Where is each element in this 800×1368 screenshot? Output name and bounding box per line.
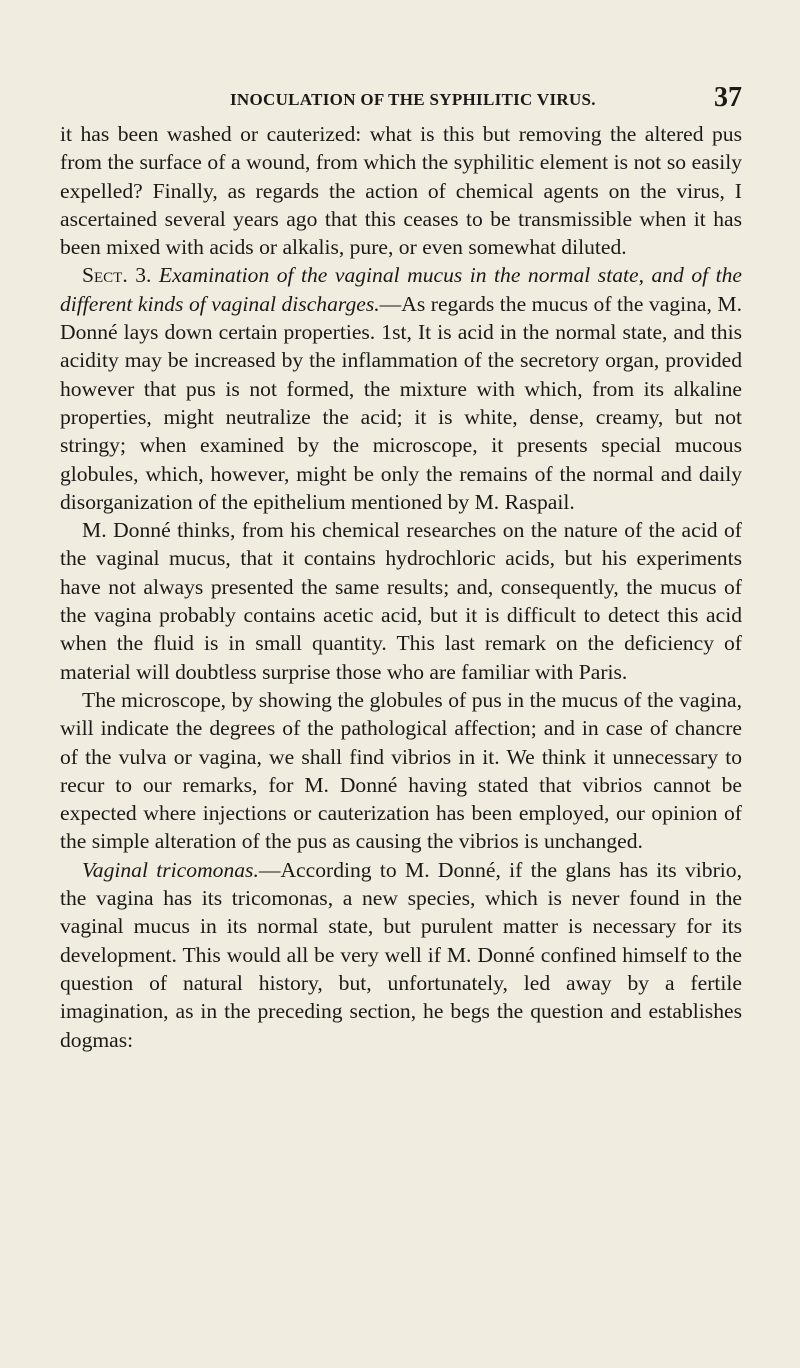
paragraph-1: it has been washed or cauterized: what is this but removing the altered pus from the surface of a wound, from which the syphilitic element is not so easily expelled? Finally, as regards the action of chemical agents on the virus, I ascertained several years ago that this ceases to be transmissible when it has been mixed with acids or alkalis, pure, or even somewhat diluted. [60, 122, 742, 260]
paragraph-2 [60, 261, 742, 516]
subsection-heading: Vaginal tricomonas. [82, 857, 259, 882]
paragraph-2-text: —As regards the mucus of the vagina, M. Donné lays down certain properties. 1st, It is acid in the normal state, and this acidity may be increased by the inflammation of the secretory organ, provided however that pus is not formed, the mixture with which, from its alkaline properties, might neutralize the acid; it is white, dense, creamy, but not stringy; when examined by the microscope, it presents special mucous globules, which, however, might be only the remains of the normal and daily disorganization of the epithelium mentioned by M. Raspail. [60, 291, 742, 514]
page-number: 37 [714, 82, 742, 113]
paragraph-5 [60, 856, 742, 1054]
section-heading: Examination of the vaginal mucus in the normal state, and of the different kinds of vaginal discharges. [60, 263, 742, 316]
paragraph-3: M. Donné thinks, from his chemical researches on the nature of the acid of the vaginal mucus, that it contains hydrochloric acids, but his experiments have not always presented the same results; and, consequently, the mucus of the vagina probably contains acetic acid, but it is difficult to detect this acid when the fluid is in small quantity. This last remark on the deficiency of material will doubtless surprise those who are familiar with Paris. [60, 518, 742, 684]
page-header [60, 82, 742, 118]
paragraph-4: The microscope, by showing the globules of pus in the mucus of the vagina, will indicate the degrees of the pathological affection; and in case of chancre of the vulva or vagina, we shall find vibrios in it. We think it unnecessary to recur to our remarks, for M. Donné having stated that vibrios cannot be expected where injections or cauterization has been employed, our opinion of the simple alteration of the pus as causing the vibrios is unchanged. [60, 687, 742, 854]
running-head: INOCULATION OF THE SYPHILITIC VIRUS. [230, 90, 596, 109]
body-text [60, 120, 742, 1054]
paragraph-5-text: —According to M. Donné, if the glans has its vibrio, the vagina has its tricomonas, a new species, which is never found in the vaginal mucus in its normal state, but purulent matter is necessary for its development. This would all be very well if M. Donné confined himself to the question of natural history, but, unfortunately, led away by a fertile imagination, as in the preceding section, he begs the question and establishes dogmas: [60, 857, 742, 1052]
section-label: Sect. 3. [82, 263, 152, 288]
